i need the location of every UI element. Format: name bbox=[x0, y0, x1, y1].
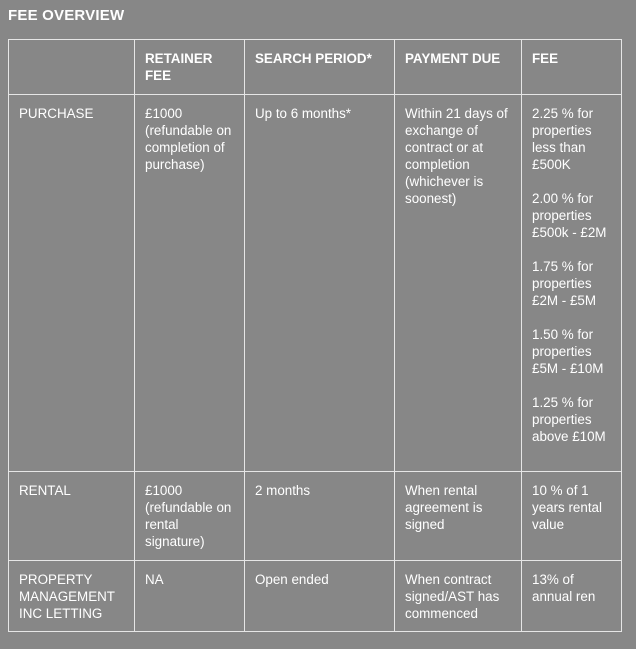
fee-tier: 2.00 % for properties £500k - £2M bbox=[532, 191, 607, 240]
row-fee bbox=[522, 472, 622, 561]
row-payment-due: When contract signed/AST has commenced bbox=[395, 561, 522, 632]
fee-tier: 1.25 % for properties above £10M bbox=[532, 395, 606, 444]
table-row bbox=[9, 561, 622, 632]
header-fee: FEE bbox=[522, 40, 622, 95]
row-search-period: 2 months bbox=[245, 472, 395, 561]
header-payment-due: PAYMENT DUE bbox=[395, 40, 522, 95]
row-payment-due: Within 21 days of exchange of contract or at completion (whichever is soonest) bbox=[395, 95, 522, 472]
row-search-period: Open ended bbox=[245, 561, 395, 632]
row-retainer: NA bbox=[135, 561, 245, 632]
header-retainer-fee: RETAINER FEE bbox=[135, 40, 245, 95]
row-retainer: £1000 (refundable on completion of purchase) bbox=[135, 95, 245, 472]
page-title: FEE OVERVIEW bbox=[8, 7, 125, 24]
row-type: PROPERTY MANAGEMENT INC LETTING bbox=[9, 561, 135, 632]
row-search-period: Up to 6 months* bbox=[245, 95, 395, 472]
fee-table bbox=[8, 39, 622, 632]
row-retainer: £1000 (refundable on rental signature) bbox=[135, 472, 245, 561]
table-row bbox=[9, 472, 622, 561]
fee-tier: 2.25 % for properties less than £500K bbox=[532, 106, 594, 172]
table-row bbox=[9, 95, 622, 472]
fee-tier: 10 % of 1 years rental value bbox=[532, 483, 602, 532]
header-search-period: SEARCH PERIOD* bbox=[245, 40, 395, 95]
row-type: PURCHASE bbox=[9, 95, 135, 472]
header-row bbox=[9, 40, 622, 95]
row-type: RENTAL bbox=[9, 472, 135, 561]
header-type bbox=[9, 40, 135, 95]
fee-tier: 1.50 % for properties £5M - £10M bbox=[532, 327, 604, 376]
row-fee bbox=[522, 561, 622, 632]
row-payment-due: When rental agreement is signed bbox=[395, 472, 522, 561]
row-fee bbox=[522, 95, 622, 472]
fee-tier: 13% of annual ren bbox=[532, 572, 596, 604]
fee-tier: 1.75 % for properties £2M - £5M bbox=[532, 259, 596, 308]
